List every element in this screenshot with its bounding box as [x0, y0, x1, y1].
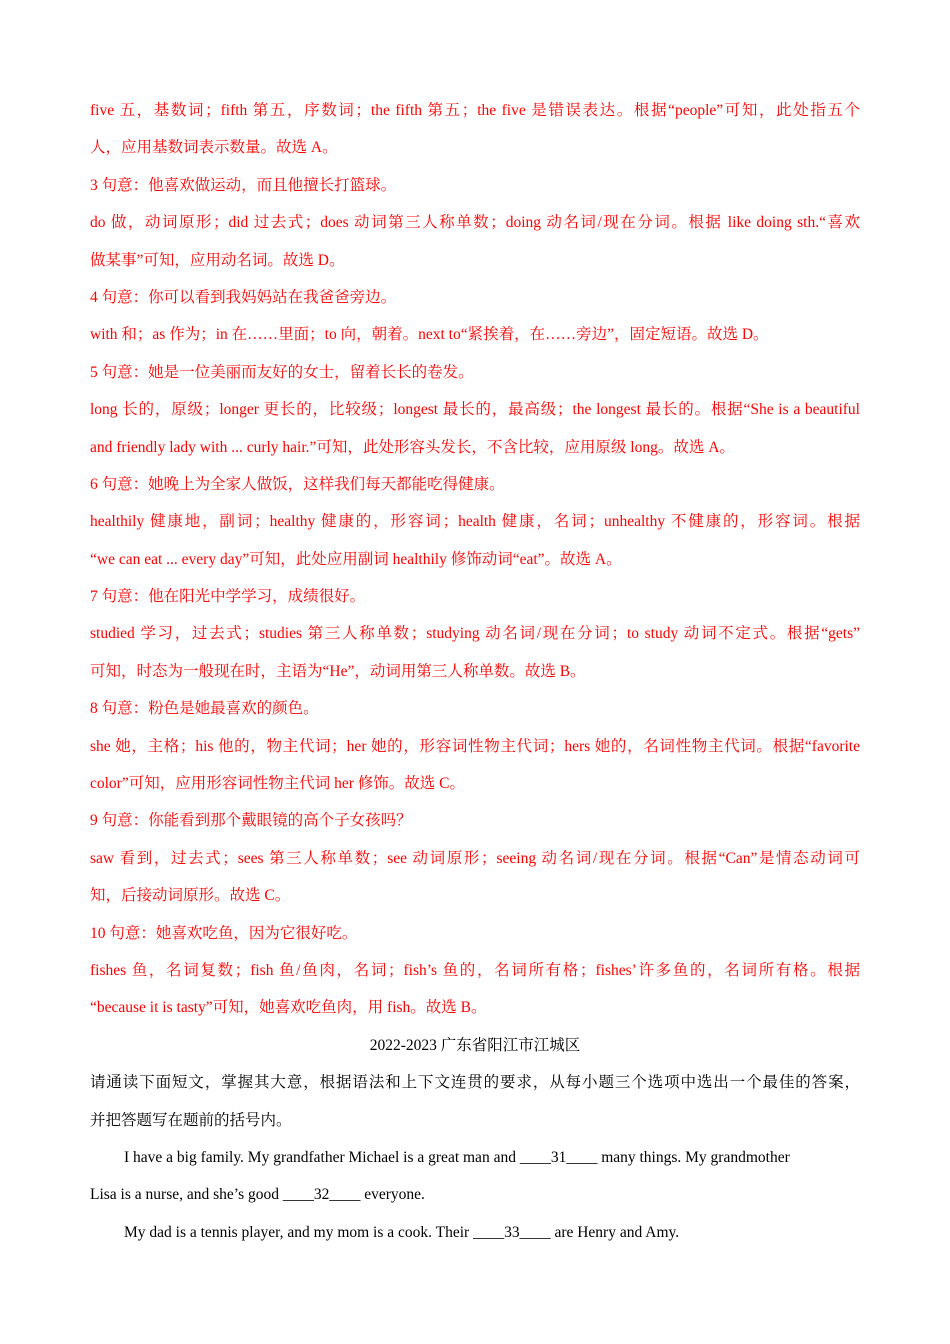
explanation-line: saw 看到，过去式；sees 第三人称单数；see 动词原形；seeing 动名词/现在分词。根据“Can”是情态动词可: [90, 849, 860, 867]
explanation-line: color”可知，应用形容词性物主代词 her 修饰。故选 C。: [90, 775, 465, 793]
explanation-heading: 10 句意：她喜欢吃鱼，因为它很好吃。: [90, 924, 358, 942]
explanation-line: studied 学习，过去式；studies 第三人称单数；studying 动名词/现在分词；to study 动词不定式。根据“gets”: [90, 625, 860, 643]
passage-line: My dad is a tennis player, and my mom is a cook. Their ____33____ are Henry and Amy.: [124, 1223, 680, 1241]
explanation-line: 人，应用基数词表示数量。故选 A。: [90, 139, 338, 157]
document-page: [90, 92, 860, 1251]
section-title: 2022-2023 广东省阳江市江城区: [369, 1036, 581, 1054]
explanation-line: “we can eat ... every day”可知，此处应用副词 healthily 修饰动词“eat”。故选 A。: [90, 550, 622, 568]
explanation-line: with 和；as 作为；in 在……里面；to 向，朝着。next to“紧挨着，在……旁边”，固定短语。故选 D。: [90, 326, 769, 344]
explanation-heading: 8 句意：粉色是她最喜欢的颜色。: [90, 700, 319, 718]
instruction-line: 请通读下面短文，掌握其大意，根据语法和上下文连贯的要求，从每小题三个选项中选出一个最佳的答案，: [90, 1074, 860, 1092]
explanation-line: fishes 鱼，名词复数；fish 鱼/鱼肉，名词；fish’s 鱼的，名词所有格；fishes’许多鱼的，名词所有格。根据: [90, 961, 860, 979]
explanation-line: “because it is tasty”可知，她喜欢吃鱼肉，用 fish。故选 B。: [90, 999, 487, 1017]
explanation-line: she 她，主格；his 他的，物主代词；her 她的，形容词性物主代词；hers 她的，名词性物主代词。根据“favorite: [90, 737, 860, 755]
explanation-line: 可知，时态为一般现在时，主语为“He”，动词用第三人称单数。故选 B。: [90, 662, 586, 680]
explanation-line: and friendly lady with ... curly hair.”可知，此处形容头发长，不含比较，应用原级 long。故选 A。: [90, 438, 735, 456]
explanation-line: five 五，基数词；fifth 第五，序数词；the fifth 第五；the five 是错误表达。根据“people”可知，此处指五个: [90, 102, 860, 119]
explanation-heading: 7 句意：他在阳光中学学习，成绩很好。: [90, 588, 366, 606]
passage-line: Lisa is a nurse, and she’s good ____32____ everyone.: [90, 1186, 425, 1204]
explanation-line: do 做，动词原形；did 过去式；does 动词第三人称单数；doing 动名词/现在分词。根据 like doing sth.“喜欢: [90, 214, 860, 232]
explanation-line: 做某事”可知，应用动名词。故选 D。: [90, 251, 345, 269]
explanation-heading: 3 句意：他喜欢做运动，而且他擅长打篮球。: [90, 176, 397, 194]
explanation-heading: 5 句意：她是一位美丽而友好的女士，留着长长的卷发。: [90, 363, 474, 381]
explanation-line: 知，后接动词原形。故选 C。: [90, 887, 291, 905]
explanation-line: healthily 健康地，副词；healthy 健康的，形容词；health 健康，名词；unhealthy 不健康的，形容词。根据: [90, 513, 860, 531]
explanation-heading: 9 句意：你能看到那个戴眼镜的高个子女孩吗？: [90, 812, 412, 830]
passage-line: I have a big family. My grandfather Michael is a great man and ____31____ many things. My grandmother: [124, 1148, 790, 1166]
explanation-line: long 长的，原级；longer 更长的，比较级；longest 最长的，最高级；the longest 最长的。根据“She is a beautiful: [90, 401, 860, 419]
instruction-line: 并把答题写在题前的括号内。: [90, 1111, 292, 1129]
explanation-heading: 6 句意：她晚上为全家人做饭，这样我们每天都能吃得健康。: [90, 475, 505, 493]
explanation-heading: 4 句意：你可以看到我妈妈站在我爸爸旁边。: [90, 288, 397, 306]
